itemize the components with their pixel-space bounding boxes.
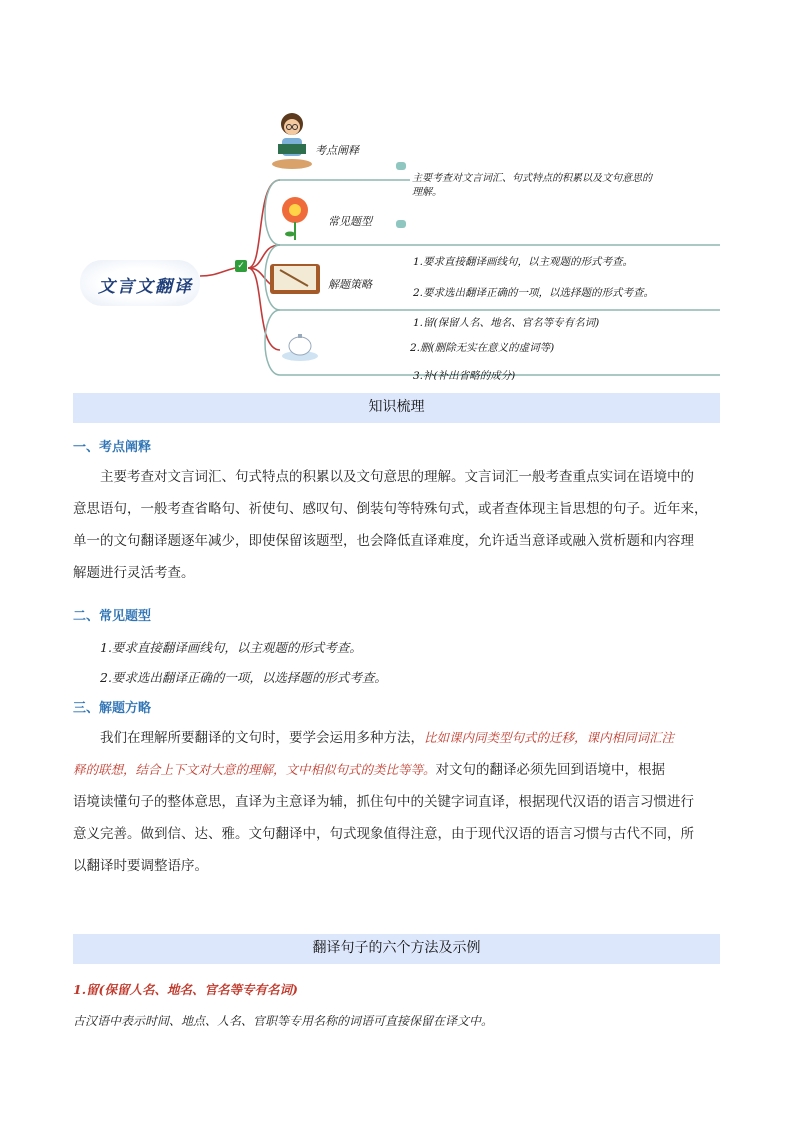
- heading-kaodian: 一、考点阐释: [73, 440, 152, 455]
- branch-label-tixing: 常见题型: [328, 215, 372, 228]
- branch-note-method-2: 2.删(删除无实在意义的虚词等): [410, 342, 555, 354]
- method-1-heading: 1.留(保留人名、地名、官名等专有名词): [73, 982, 298, 997]
- reading-boy-icon: [268, 110, 318, 172]
- note-bullet-icon: [396, 220, 406, 228]
- paragraph-kaodian-line2: 意思语句，一般考查省略句、祈使句、感叹句、倒装句等特殊句式，或者查体现主旨思想的句子。近年来，: [73, 501, 708, 517]
- section-header-zhishi: 知识梳理: [73, 393, 720, 423]
- flower-icon: [278, 194, 312, 244]
- fanglue-text: 我们在理解所要翻译的文句时，要学会运用多种方法，: [100, 730, 424, 746]
- note-bullet-icon: [396, 162, 406, 170]
- branch-note-celue-1: 1.要求直接翻译画线句，以主观题的形式考查。: [413, 256, 634, 268]
- mindmap-root: [80, 260, 200, 306]
- paragraph-kaodian-line1: 主要考查对文言词汇、句式特点的积累以及文句意思的理解。文言词汇一般考查重点实词在语境中的: [100, 469, 694, 485]
- paragraph-fanglue-line4: 意义完善。做到信、达、雅。文句翻译中，句式现象值得注意，由于现代汉语的语言习惯与古代不同，所: [73, 826, 694, 842]
- branch-note-method-3: 3.补(补出省略的成分): [413, 370, 516, 380]
- paragraph-kaodian-line4: 解题进行灵活考查。: [73, 565, 195, 581]
- branch-label-kaodian: 考点阐释: [315, 144, 359, 157]
- tixing-item-2: 2.要求选出翻译正确的一项，以选择题的形式考查。: [100, 670, 387, 685]
- section-header-fangfa: 翻译句子的六个方法及示例: [73, 934, 720, 964]
- heading-fanglue: 三、解题方略: [73, 701, 152, 716]
- paragraph-fanglue-line5: 以翻译时要调整语序。: [73, 858, 208, 874]
- mindmap-lines: [80, 110, 720, 380]
- checkbox-icon: ✓: [235, 260, 247, 272]
- paragraph-fanglue-line2: [73, 754, 723, 786]
- heading-tixing: 二、常见题型: [73, 609, 152, 624]
- fanglue-text: 对文句的翻译必须先回到语境中，根据: [435, 762, 666, 778]
- method-1-description: 古汉语中表示时间、地点、人名、官职等专用名称的词语可直接保留在译文中。: [73, 1014, 494, 1028]
- branch-note-kaodian: 主要考查对文言词汇、句式特点的积累以及文句意思的理解。: [412, 173, 652, 198]
- book-icon: [268, 258, 324, 302]
- paragraph-fanglue-line3: 语境读懂句子的整体意思，直译为主意译为辅，抓住句中的关键字词直译，根据现代汉语的语言习惯进行: [73, 794, 694, 810]
- paragraph-fanglue-line1: [73, 722, 723, 754]
- tixing-item-1: 1.要求直接翻译画线句，以主观题的形式考查。: [100, 640, 362, 655]
- teapot-icon: [280, 328, 320, 364]
- fanglue-highlight: 释的联想，结合上下文对大意的理解，文中相似句式的类比等等。: [73, 762, 436, 777]
- paragraph-kaodian-line3: 单一的文句翻译题逐年减少，即使保留该题型，也会降低直译难度，允许适当意译或融入赏析题和内容理: [73, 533, 694, 549]
- branch-label-celue: 解题策略: [328, 278, 372, 291]
- branch-note-celue-2: 2.要求选出翻译正确的一项，以选择题的形式考查。: [413, 287, 655, 299]
- fanglue-highlight: 比如课内同类型句式的迁移，课内相同词汇注: [424, 730, 675, 745]
- mindmap-root-label: 文言文翻译: [98, 277, 193, 297]
- mindmap-figure: [80, 110, 720, 380]
- branch-note-method-1: 1.留(保留人名、地名、官名等专有名词): [413, 317, 600, 329]
